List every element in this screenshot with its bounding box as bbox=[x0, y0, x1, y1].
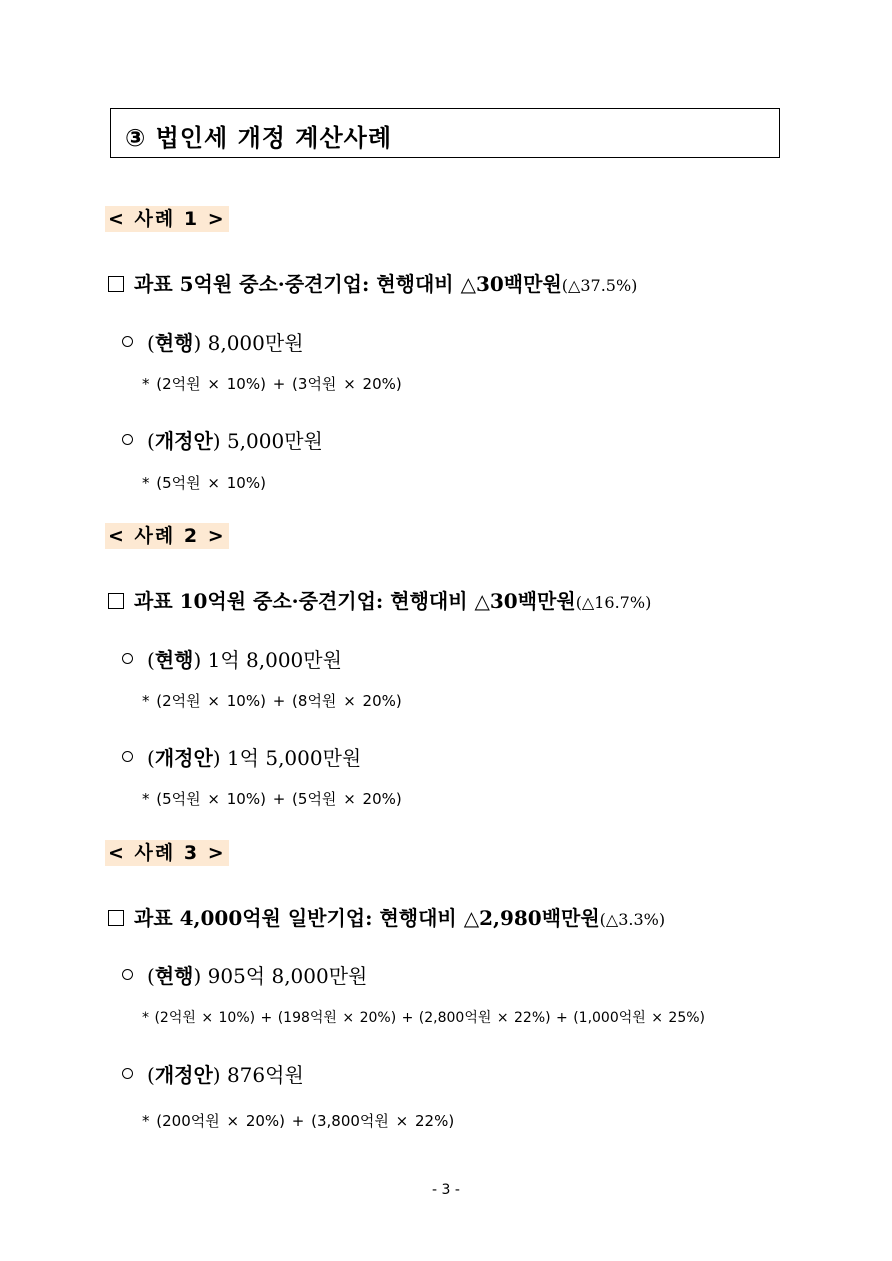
item-tag: 개정안 bbox=[154, 1063, 213, 1087]
section-title-box bbox=[110, 108, 780, 158]
item-tag: 개정안 bbox=[154, 429, 213, 453]
revised-tax-item: (개정안) 876억원 bbox=[122, 1059, 304, 1088]
calculation-note: * (200억원 × 20%) + (3,800억원 × 22%) bbox=[142, 1112, 455, 1130]
circle-bullet-icon bbox=[122, 751, 133, 762]
item-value: 8,000만원 bbox=[207, 331, 304, 355]
calculation-note: * (2억원 × 10%) + (3억원 × 20%) bbox=[142, 375, 402, 393]
headline-percent: (△37.5%) bbox=[561, 276, 638, 295]
revised-tax-item: (개정안) 5,000만원 bbox=[122, 425, 323, 454]
item-value: 1억 8,000만원 bbox=[207, 648, 342, 672]
revised-tax-item: (개정안) 1억 5,000만원 bbox=[122, 742, 361, 771]
circle-bullet-icon bbox=[122, 653, 133, 664]
case-headline bbox=[108, 585, 651, 614]
item-tag: 현행 bbox=[154, 331, 194, 355]
circle-bullet-icon bbox=[122, 434, 133, 445]
square-bullet-icon bbox=[108, 910, 124, 926]
current-tax-item: (현행) 905억 8,000만원 bbox=[122, 960, 367, 989]
case-headline bbox=[108, 902, 665, 931]
case-label: < 사례 2 > bbox=[105, 523, 229, 549]
item-value: 905억 8,000만원 bbox=[207, 964, 368, 988]
circle-bullet-icon bbox=[122, 336, 133, 347]
case-label: < 사례 1 > bbox=[105, 206, 229, 232]
case-headline bbox=[108, 268, 637, 297]
headline-text: 과표 10억원 중소·중견기업: 현행대비 △30백만원 bbox=[134, 589, 576, 613]
item-tag: 현행 bbox=[154, 964, 194, 988]
section-title: ③ 법인세 개정 계산사례 bbox=[125, 124, 393, 152]
square-bullet-icon bbox=[108, 593, 124, 609]
headline-percent: (△3.3%) bbox=[599, 910, 666, 929]
current-tax-item: (현행) 1억 8,000만원 bbox=[122, 644, 342, 673]
current-tax-item: (현행) 8,000만원 bbox=[122, 327, 304, 356]
square-bullet-icon bbox=[108, 276, 124, 292]
headline-text: 과표 5억원 중소·중견기업: 현행대비 △30백만원 bbox=[134, 272, 562, 296]
page-number: - 3 - bbox=[432, 1182, 460, 1198]
circle-bullet-icon bbox=[122, 969, 133, 980]
item-value: 5,000만원 bbox=[226, 429, 323, 453]
calculation-note: * (2억원 × 10%) + (198억원 × 20%) + (2,800억원 × 22%) + (1,000억원 × 25%) bbox=[142, 1010, 706, 1026]
item-value: 876억원 bbox=[226, 1063, 304, 1087]
item-tag: 현행 bbox=[154, 648, 194, 672]
headline-text: 과표 4,000억원 일반기업: 현행대비 △2,980백만원 bbox=[134, 906, 600, 930]
calculation-note: * (2억원 × 10%) + (8억원 × 20%) bbox=[142, 692, 402, 710]
headline-percent: (△16.7%) bbox=[575, 593, 652, 612]
calculation-note: * (5억원 × 10%) + (5억원 × 20%) bbox=[142, 790, 402, 808]
case-label: < 사례 3 > bbox=[105, 840, 229, 866]
circle-bullet-icon bbox=[122, 1068, 133, 1079]
calculation-note: * (5억원 × 10%) bbox=[142, 474, 266, 492]
item-value: 1억 5,000만원 bbox=[226, 746, 362, 770]
item-tag: 개정안 bbox=[154, 746, 213, 770]
